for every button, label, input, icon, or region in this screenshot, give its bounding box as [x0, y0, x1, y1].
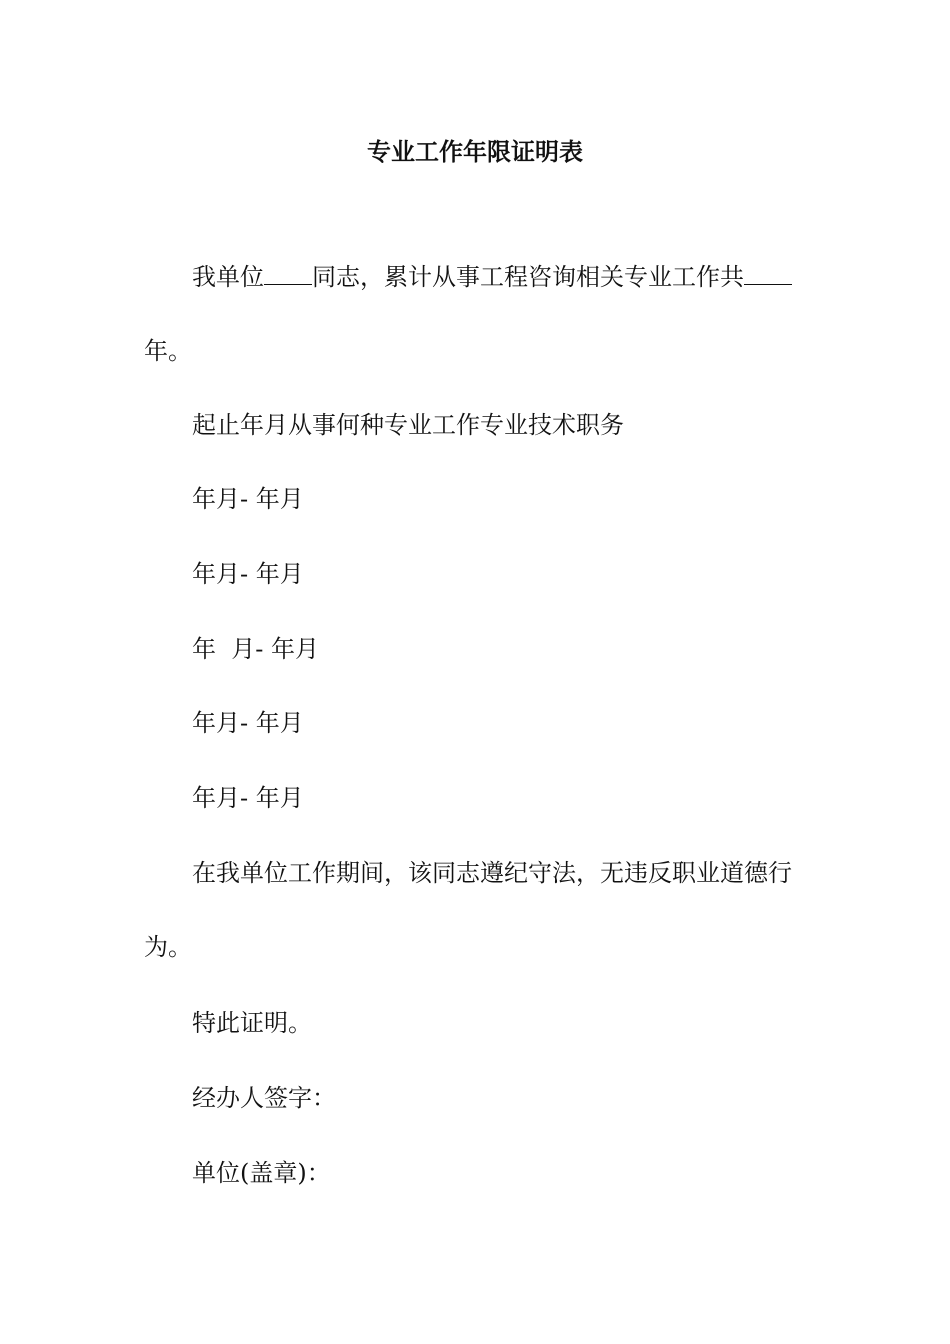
years-blank: [744, 262, 792, 285]
paragraph-years-line2: 年。: [144, 337, 192, 365]
handler-signature-label: 经办人签字：: [192, 1084, 336, 1112]
name-blank: [264, 262, 312, 285]
table-header-line: 起止年月从事何种专业工作专业技术职务: [192, 411, 624, 439]
date-range-row: 年 月- 年月: [192, 635, 319, 663]
date-range-row: 年月- 年月: [192, 709, 304, 737]
text-comrade-accumulated: 同志，累计从事工程咨询相关专业工作共: [312, 263, 744, 291]
paragraph-conduct-line2: 为。: [144, 933, 192, 961]
text-my-unit: 我单位: [192, 263, 264, 291]
certify-line: 特此证明。: [192, 1009, 312, 1037]
date-range-row: 年月- 年月: [192, 560, 304, 588]
date-range-row: 年月- 年月: [192, 485, 304, 513]
paragraph-conduct-line1: 在我单位工作期间，该同志遵纪守法，无违反职业道德行: [192, 859, 792, 887]
paragraph-years-line1: [192, 261, 792, 293]
date-range-row: 年月- 年月: [192, 784, 304, 812]
unit-seal-label: 单位(盖章)：: [192, 1159, 331, 1187]
document-title: 专业工作年限证明表: [367, 137, 583, 166]
